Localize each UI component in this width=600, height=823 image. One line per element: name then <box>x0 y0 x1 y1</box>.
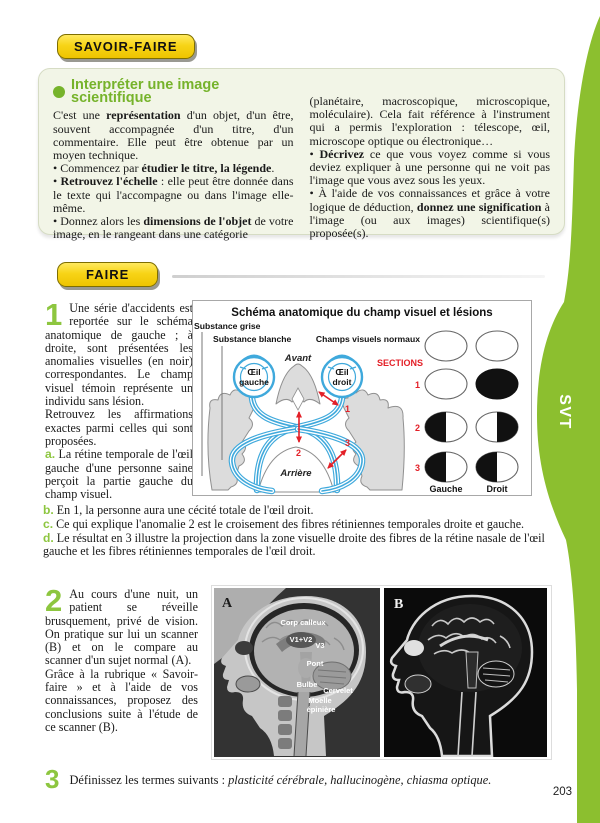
annotation-v1v2: V1+V2 <box>289 635 313 644</box>
annotation-moelle-1: Moelle <box>308 696 332 705</box>
arrow-3-label: 3 <box>345 438 351 448</box>
right-eye-label-2: droit <box>332 377 352 387</box>
savoir-faire-box <box>38 68 565 242</box>
section-1-label: 1 <box>414 380 420 390</box>
svt-side-tab <box>530 0 600 823</box>
substance-grise-label: Substance grise <box>194 321 261 331</box>
tongue <box>236 676 260 692</box>
substance-blanche-label: Substance blanche <box>213 334 292 344</box>
eye-socket <box>235 641 253 655</box>
annotation-v3: V3 <box>315 641 325 650</box>
savoir-faire-badge: SAVOIR-FAIRE <box>57 34 195 59</box>
faire-rule <box>172 275 545 278</box>
paragraph: • Décrivez ce que vous voyez comme si vous deviez expliquer à une personne qui ne voit pas l'image que vous avez sous les yeux. <box>309 146 550 188</box>
scan-b-label: B <box>394 597 404 612</box>
brain-scans <box>211 585 552 760</box>
savoir-title <box>53 79 294 105</box>
exercise-3-number: 3 <box>45 764 60 794</box>
paragraph: • À l'aide de vos connaissances et grâce à votre logique de déduction, donnez une signification à l'image (ou aux images) scientifique(s) proposée(s). <box>309 186 550 241</box>
item-b: b. En 1, la personne aura une cécité totale de l'œil droit. <box>43 503 314 517</box>
paragraph: • Commencez par étudier le titre, la légende. <box>53 161 275 176</box>
annotation-cervelet: Cervelet <box>323 686 353 695</box>
gauche-label: Gauche <box>429 484 463 494</box>
savoir-right-column <box>309 77 551 241</box>
savoir-title-text: Interpréter une image scientifique <box>71 77 220 107</box>
sinus-bright <box>404 640 424 656</box>
avant-label: Avant <box>284 353 312 364</box>
left-eye <box>234 356 274 398</box>
savoir-left-column <box>53 77 294 242</box>
droit-label: Droit <box>486 484 508 494</box>
bullet-dot-icon <box>53 86 65 98</box>
faire-badge: FAIRE <box>57 262 158 287</box>
paragraph: • Retrouvez l'échelle : elle peut être donnée dans le texte qui l'accompagne ou dans l'image elle-même. <box>53 174 294 215</box>
annotation-pont: Pont <box>306 659 324 668</box>
scan-a-label: A <box>222 596 233 611</box>
paragraph: Au cours d'une nuit, un patient se réveille brusquement, privé de vision. On pratique sur lui un scanner (B) et on le compare au scanner d'un sujet normal (A). <box>45 587 198 668</box>
paragraph: Une série d'accidents est reportée sur le schéma anatomique de gauche ; à droite, sont présentées les anomalies visuelles (en noir) correspondantes. Le champ visuel témoin représente un individu sans lésion. <box>45 301 193 409</box>
tongue <box>405 675 431 693</box>
arrow-1-label: 1 <box>345 404 351 414</box>
page-number: 203 <box>552 786 572 798</box>
item-c: c. Ce qui explique l'anomalie 2 est le croisement des fibres rétiniennes temporales droite et gauche. <box>43 516 525 531</box>
exercise-1-items <box>43 504 564 559</box>
annotation-moelle-2: épinière <box>306 705 336 714</box>
exercise-2-number: 2 <box>45 583 63 618</box>
right-eye <box>322 356 362 398</box>
paragraph: C'est une représentation d'un objet, d'un être, souvent accompagnée d'un titre, d'un commentaire. Elle peut être obtenue par un moyen technique. <box>53 108 294 163</box>
champs-normaux-label: Champs visuels normaux <box>315 334 420 344</box>
exercise-1-number: 1 <box>45 297 63 332</box>
exercise-3 <box>45 764 565 795</box>
scan-b <box>384 588 547 757</box>
annotation-corp-calleux: Corp calleux <box>280 618 326 627</box>
arriere-label: Arrière <box>280 468 312 479</box>
svt-tab-label: SVT <box>556 394 573 430</box>
section-3-label: 3 <box>414 463 420 473</box>
annotation-bulbe: Bulbe <box>296 680 318 689</box>
left-eye-label-1: Œil <box>247 367 261 377</box>
right-eye-label-1: Œil <box>335 367 349 377</box>
diagram-title: Schéma anatomique du champ visuel et lésions <box>231 307 493 319</box>
paragraph: a. La rétine temporale de l'œil gauche d'une personne saine perçoit la partie gauche du champ visuel. <box>45 447 193 502</box>
sections-label: SECTIONS <box>376 358 423 368</box>
paragraph: (planétaire, macroscopique, microscopique, moléculaire). Cela fait référence à l'instrument qui a permis l'exploration : télescope, œil, microscope optique ou électronique… <box>309 94 550 148</box>
exercise-2-text <box>45 583 198 734</box>
paragraph: • Donnez alors les dimensions de l'objet de votre image, en le rangeant dans une catégorie <box>53 214 294 242</box>
arrow-2-label: 2 <box>296 448 302 458</box>
exercise-1-text <box>45 297 193 502</box>
visual-field-diagram <box>192 300 532 501</box>
section-2-label: 2 <box>414 423 420 433</box>
scan-a <box>214 588 380 757</box>
paragraph: Retrouvez les affirmations exactes parmi celles qui sont proposées. <box>45 407 193 448</box>
item-d: d. Le résultat en 3 illustre la projection dans la zone visuelle droite des fibres de la rétine nasale de l'œil gauche et les fibres rétiniennes temporales de l'œil droit. <box>43 530 545 559</box>
exercise-3-text: Définissez les termes suivants : plasticité cérébrale, hallucinogène, chiasma optique. <box>69 773 492 787</box>
brainstem <box>466 652 478 688</box>
left-eye-label-2: gauche <box>239 377 269 387</box>
paragraph: Grâce à la rubrique « Savoir-faire » et à l'aide de vos connaissances, proposez des conclusions suite à l'étude de ce scanner (B). <box>45 666 198 734</box>
